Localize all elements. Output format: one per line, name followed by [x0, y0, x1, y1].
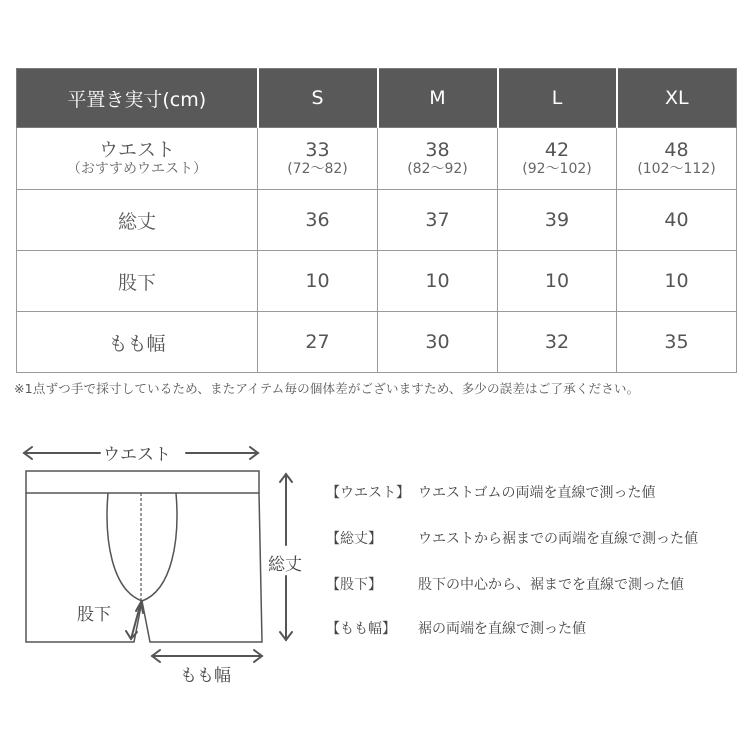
inseam-label: 股下 [77, 605, 111, 625]
row-label-sub: （おすすめウエスト） [66, 161, 208, 177]
cell-value: 27 [258, 312, 378, 373]
cell-value: 39 [498, 190, 617, 251]
table-row-length [17, 190, 737, 251]
front-pouch-shape [107, 493, 177, 601]
cell-sub: (92〜102) [522, 161, 592, 177]
legend-desc-length: ウエストから裾までの両端を直線で測った値 [418, 531, 698, 547]
total-length-label: 総丈 [268, 555, 302, 575]
cell-value: 35 [617, 312, 737, 373]
row-label: もも幅 [17, 312, 258, 373]
cell-value: 30 [378, 312, 498, 373]
legend-key-waist: 【ウエスト】 [326, 485, 410, 501]
cell-value: 10 [617, 251, 737, 312]
cell-value: 36 [258, 190, 378, 251]
cell-value: 40 [617, 190, 737, 251]
cell-value: 42 [544, 139, 570, 161]
table-cell [258, 128, 378, 190]
garment-outline [26, 493, 262, 642]
cell-sub: (72〜82) [287, 161, 348, 177]
thigh-width-label: もも幅 [180, 666, 231, 686]
cell-sub: (102〜112) [637, 161, 716, 177]
cell-sub: (82〜92) [407, 161, 468, 177]
legend-key-thigh: 【もも幅】 [326, 621, 396, 637]
legend-key-length: 【総丈】 [326, 531, 382, 547]
waist-label: ウエスト [103, 445, 171, 465]
legend-desc-waist: ウエストゴムの両端を直線で測った値 [418, 485, 656, 501]
cell-value: 38 [425, 139, 450, 161]
legend-desc-thigh: 裾の両端を直線で測った値 [418, 621, 586, 637]
table-row-thigh [17, 312, 737, 373]
size-table [16, 68, 737, 373]
legend-key-inseam: 【股下】 [326, 577, 382, 593]
row-label-cell [17, 128, 258, 190]
waistband-shape [26, 471, 259, 493]
table-cell [378, 128, 498, 190]
cell-value: 33 [305, 139, 330, 161]
cell-value: 10 [378, 251, 498, 312]
cell-value: 10 [258, 251, 378, 312]
table-cell [498, 128, 617, 190]
row-label: 総丈 [17, 190, 258, 251]
legend-desc-inseam: 股下の中心から、裾までを直線で測った値 [418, 577, 684, 593]
cell-value: 37 [378, 190, 498, 251]
header-size-m: M [378, 69, 498, 128]
header-measure: 平置き実寸(cm) [17, 69, 258, 128]
cell-value: 48 [664, 139, 689, 161]
header-size-l: L [498, 69, 617, 128]
row-label: ウエスト [98, 139, 175, 161]
cell-value: 10 [498, 251, 617, 312]
cell-value: 32 [498, 312, 617, 373]
table-row-inseam [17, 251, 737, 312]
table-header-row [17, 69, 737, 128]
measurement-note: ※1点ずつ手で採寸しているため、またアイテム毎の個体差がございますため、多少の誤差はご了承ください。 [14, 381, 640, 396]
row-label: 股下 [17, 251, 258, 312]
table-cell [617, 128, 737, 190]
table-row-waist [17, 128, 737, 190]
header-size-s: S [258, 69, 378, 128]
header-size-xl: XL [617, 69, 737, 128]
